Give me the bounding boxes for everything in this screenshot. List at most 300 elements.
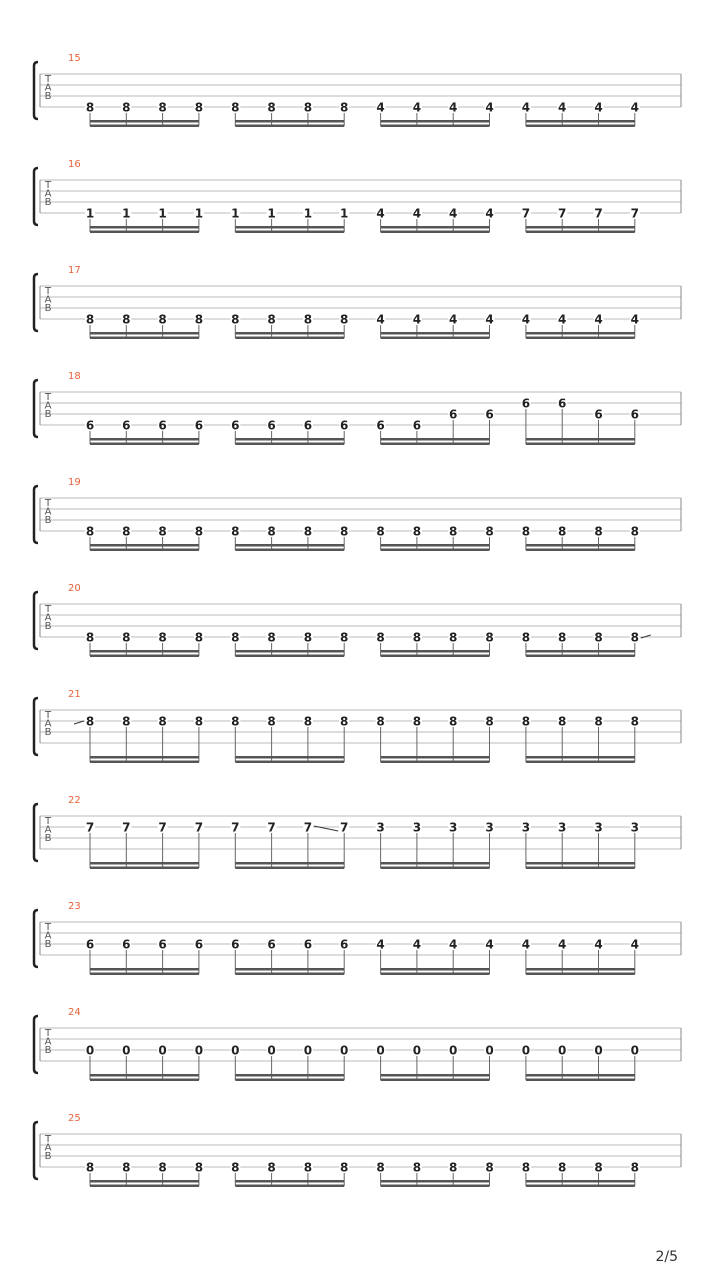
beam: [381, 968, 490, 971]
fret-number: 8: [558, 524, 567, 539]
beam: [235, 125, 344, 128]
tab-clef-letter: B: [44, 1151, 52, 1162]
tab-clef-letter: T: [44, 180, 52, 191]
fret-number: 8: [630, 524, 639, 539]
fret-number: 7: [231, 820, 240, 835]
beam: [235, 226, 344, 229]
tab-system: [34, 901, 681, 975]
beam: [526, 125, 635, 128]
fret-number: 4: [376, 937, 385, 952]
fret-number: 4: [412, 206, 422, 221]
fret-number: 3: [449, 820, 458, 835]
beam: [90, 125, 199, 128]
fret-number: 1: [267, 206, 276, 221]
fret-number: 4: [521, 100, 531, 115]
fret-number: 7: [521, 206, 531, 221]
tab-clef-letter: T: [44, 1028, 52, 1039]
fret-number: 7: [630, 206, 639, 221]
fret-number: 6: [231, 418, 240, 433]
fret-number: 8: [594, 524, 603, 539]
fret-number: 3: [630, 820, 639, 835]
system-bracket: [34, 804, 38, 861]
fret-number: 8: [158, 1160, 167, 1175]
tab-clef-letter: A: [44, 718, 52, 730]
system-bracket: [34, 168, 38, 225]
fret-number: 8: [485, 714, 494, 729]
fret-number: 8: [340, 714, 349, 729]
beam: [235, 968, 344, 971]
fret-number: 8: [122, 312, 131, 327]
beam: [235, 756, 344, 759]
fret-number: 8: [412, 1160, 422, 1175]
fret-number: 6: [267, 937, 276, 952]
beam: [235, 120, 344, 123]
beam: [235, 867, 344, 870]
fret-number: 3: [594, 820, 603, 835]
fret-number: 4: [376, 206, 385, 221]
fret-number: 6: [122, 418, 131, 433]
fret-number: 7: [158, 820, 167, 835]
fret-number: 3: [485, 820, 494, 835]
measure-number: 18: [68, 371, 81, 382]
beam: [90, 1074, 199, 1077]
beam: [381, 650, 490, 653]
fret-number: 8: [85, 524, 95, 539]
beam: [90, 544, 199, 547]
fret-number: 8: [158, 524, 167, 539]
beam: [235, 1079, 344, 1082]
fret-number: 8: [303, 100, 313, 115]
beam: [90, 549, 199, 552]
fret-number: 8: [449, 1160, 458, 1175]
fret-number: 0: [521, 1043, 531, 1058]
beam: [90, 867, 199, 870]
beam: [526, 968, 635, 971]
system-bracket: [34, 592, 38, 649]
beam: [381, 226, 490, 229]
fret-number: 4: [630, 312, 639, 327]
beam: [381, 867, 490, 870]
measure-number: 16: [68, 159, 81, 170]
fret-number: 4: [485, 206, 494, 221]
fret-number: 8: [558, 1160, 567, 1175]
tab-clef-letter: T: [44, 498, 52, 509]
beam: [381, 655, 490, 658]
beam: [526, 549, 635, 552]
fret-number: 8: [340, 1160, 349, 1175]
fret-number: 8: [594, 630, 603, 645]
beam: [526, 756, 635, 759]
measure-number: 19: [68, 477, 81, 488]
tab-system: [34, 159, 681, 233]
tab-clef-letter: A: [44, 188, 52, 200]
fret-number: 6: [158, 937, 167, 952]
fret-number: 8: [122, 630, 131, 645]
fret-number: 4: [521, 937, 531, 952]
fret-number: 8: [267, 312, 276, 327]
beam: [381, 120, 490, 123]
beam: [381, 544, 490, 547]
fret-number: 8: [340, 100, 349, 115]
beam: [381, 1180, 490, 1183]
beam: [381, 756, 490, 759]
system-bracket: [34, 1122, 38, 1179]
beam: [526, 337, 635, 340]
tab-clef-letter: T: [44, 74, 52, 85]
fret-number: 6: [85, 937, 95, 952]
tab-system: [34, 1007, 681, 1081]
fret-number: 8: [630, 1160, 639, 1175]
fret-number: 6: [630, 407, 639, 422]
system-bracket: [34, 274, 38, 331]
fret-number: 6: [594, 407, 603, 422]
fret-number: 4: [412, 937, 422, 952]
beam: [90, 655, 199, 658]
tab-clef-letter: A: [44, 294, 52, 306]
measure-number: 25: [68, 1113, 81, 1124]
fret-number: 7: [122, 820, 131, 835]
beam: [90, 332, 199, 335]
fret-number: 1: [85, 206, 95, 221]
tab-clef-letter: A: [44, 1142, 52, 1154]
fret-number: 7: [194, 820, 204, 835]
fret-number: 8: [267, 100, 276, 115]
fret-number: 6: [376, 418, 385, 433]
fret-number: 4: [594, 100, 603, 115]
beam: [90, 337, 199, 340]
tab-clef-letter: B: [44, 621, 52, 632]
system-bracket: [34, 62, 38, 119]
system-bracket: [34, 910, 38, 967]
tab-system: [34, 689, 681, 763]
fret-number: 8: [412, 714, 422, 729]
beam: [381, 761, 490, 764]
fret-number: 8: [340, 312, 349, 327]
fret-number: 4: [449, 206, 458, 221]
fret-number: 6: [303, 937, 313, 952]
beam: [235, 443, 344, 446]
beam: [381, 443, 490, 446]
fret-number: 8: [558, 714, 567, 729]
fret-number: 8: [194, 524, 204, 539]
fret-number: 8: [231, 100, 240, 115]
fret-number: 1: [158, 206, 167, 221]
beam: [90, 231, 199, 234]
fret-number: 8: [303, 524, 313, 539]
fret-number: 8: [267, 630, 276, 645]
fret-number: 7: [594, 206, 603, 221]
tab-clef-letter: T: [44, 922, 52, 933]
fret-number: 6: [558, 396, 567, 411]
tab-clef-letter: B: [44, 197, 52, 208]
beam: [381, 1079, 490, 1082]
fret-number: 0: [158, 1043, 167, 1058]
beam: [526, 862, 635, 865]
fret-number: 8: [630, 630, 639, 645]
beam: [235, 862, 344, 865]
beam: [526, 650, 635, 653]
fret-number: 0: [267, 1043, 276, 1058]
tab-clef-letter: A: [44, 612, 52, 624]
fret-number: 6: [267, 418, 276, 433]
fret-number: 1: [303, 206, 313, 221]
tab-clef-letter: T: [44, 816, 52, 827]
fret-number: 8: [194, 630, 204, 645]
beam: [235, 655, 344, 658]
fret-number: 7: [340, 820, 349, 835]
tab-clef-letter: T: [44, 1134, 52, 1145]
beam: [235, 1185, 344, 1188]
beam: [526, 332, 635, 335]
fret-number: 8: [412, 630, 422, 645]
beam: [90, 1079, 199, 1082]
tab-system: [34, 477, 681, 551]
fret-number: 8: [303, 1160, 313, 1175]
beam: [526, 867, 635, 870]
beam: [90, 968, 199, 971]
fret-number: 8: [158, 100, 167, 115]
tab-clef-letter: B: [44, 409, 52, 420]
fret-number: 8: [376, 524, 385, 539]
beam: [90, 862, 199, 865]
fret-number: 6: [231, 937, 240, 952]
fret-number: 8: [376, 630, 385, 645]
beam: [381, 1074, 490, 1077]
beam: [381, 231, 490, 234]
measure-number: 15: [68, 53, 81, 64]
beam: [381, 125, 490, 128]
fret-number: 4: [485, 312, 494, 327]
fret-number: 0: [412, 1043, 422, 1058]
beam: [90, 120, 199, 123]
tab-clef-letter: A: [44, 400, 52, 412]
fret-number: 8: [303, 312, 313, 327]
fret-number: 8: [449, 630, 458, 645]
tab-clef-letter: T: [44, 710, 52, 721]
beam: [235, 761, 344, 764]
beam: [90, 438, 199, 441]
fret-number: 6: [521, 396, 531, 411]
tab-system: [34, 1113, 681, 1187]
beam: [526, 1074, 635, 1077]
fret-number: 4: [558, 100, 567, 115]
fret-number: 8: [558, 630, 567, 645]
fret-number: 0: [303, 1043, 313, 1058]
fret-number: 4: [376, 312, 385, 327]
fret-number: 6: [449, 407, 458, 422]
fret-number: 8: [594, 714, 603, 729]
fret-number: 4: [449, 100, 458, 115]
fret-number: 8: [630, 714, 639, 729]
tab-clef-letter: B: [44, 833, 52, 844]
beam: [526, 438, 635, 441]
fret-number: 4: [485, 100, 494, 115]
measure-number: 22: [68, 795, 81, 806]
fret-number: 6: [122, 937, 131, 952]
fret-number: 8: [521, 1160, 531, 1175]
system-bracket: [34, 698, 38, 755]
fret-number: 8: [303, 714, 313, 729]
beam: [235, 337, 344, 340]
beam: [381, 337, 490, 340]
fret-number: 1: [231, 206, 240, 221]
fret-number: 8: [485, 1160, 494, 1175]
beam: [235, 332, 344, 335]
fret-number: 8: [194, 714, 204, 729]
fret-number: 0: [231, 1043, 240, 1058]
beam: [381, 862, 490, 865]
beam: [381, 973, 490, 976]
beam: [90, 756, 199, 759]
fret-number: 6: [85, 418, 95, 433]
fret-number: 7: [85, 820, 95, 835]
fret-number: 7: [303, 820, 313, 835]
measure-number: 21: [68, 689, 81, 700]
beam: [526, 1185, 635, 1188]
system-bracket: [34, 380, 38, 437]
fret-number: 0: [85, 1043, 95, 1058]
fret-number: 4: [558, 937, 567, 952]
beam: [235, 973, 344, 976]
fret-number: 7: [558, 206, 567, 221]
tab-clef-letter: T: [44, 392, 52, 403]
fret-number: 6: [485, 407, 494, 422]
fret-number: 0: [122, 1043, 131, 1058]
tab-system: [34, 795, 681, 869]
fret-number: 8: [267, 714, 276, 729]
fret-number: 3: [558, 820, 567, 835]
tab-system: [34, 583, 681, 657]
beam: [235, 1074, 344, 1077]
fret-number: 8: [521, 630, 531, 645]
fret-number: 4: [630, 937, 639, 952]
fret-number: 4: [376, 100, 385, 115]
fret-number: 8: [231, 714, 240, 729]
fret-number: 4: [412, 312, 422, 327]
tab-clef-letter: B: [44, 727, 52, 738]
fret-number: 4: [412, 100, 422, 115]
fret-number: 4: [594, 937, 603, 952]
tab-system: [34, 371, 681, 445]
fret-number: 0: [594, 1043, 603, 1058]
measure-number: 23: [68, 901, 81, 912]
fret-number: 8: [85, 312, 95, 327]
beam: [235, 650, 344, 653]
fret-number: 8: [85, 630, 95, 645]
fret-number: 8: [521, 714, 531, 729]
fret-number: 1: [122, 206, 131, 221]
fret-number: 3: [412, 820, 422, 835]
tab-clef-letter: B: [44, 303, 52, 314]
fret-number: 6: [194, 937, 204, 952]
fret-number: 8: [449, 524, 458, 539]
fret-number: 1: [340, 206, 349, 221]
fret-number: 4: [558, 312, 567, 327]
fret-number: 8: [231, 312, 240, 327]
fret-number: 8: [376, 714, 385, 729]
fret-number: 8: [85, 100, 95, 115]
beam: [526, 1180, 635, 1183]
fret-number: 4: [630, 100, 639, 115]
fret-number: 0: [485, 1043, 494, 1058]
fret-number: 3: [521, 820, 531, 835]
beam: [235, 1180, 344, 1183]
fret-number: 8: [85, 714, 95, 729]
tab-clef-letter: A: [44, 82, 52, 94]
fret-number: 1: [194, 206, 204, 221]
measure-number: 20: [68, 583, 81, 594]
tab-clef-letter: T: [44, 286, 52, 297]
fret-number: 0: [340, 1043, 349, 1058]
fret-number: 8: [231, 630, 240, 645]
fret-number: 8: [267, 1160, 276, 1175]
fret-number: 8: [340, 630, 349, 645]
fret-number: 8: [158, 630, 167, 645]
fret-number: 4: [485, 937, 494, 952]
beam: [526, 120, 635, 123]
beam: [526, 226, 635, 229]
beam: [235, 544, 344, 547]
beam: [235, 438, 344, 441]
beam: [90, 761, 199, 764]
fret-number: 8: [485, 630, 494, 645]
fret-number: 8: [267, 524, 276, 539]
tab-system: [34, 53, 681, 127]
fret-number: 8: [231, 1160, 240, 1175]
tab-clef-letter: B: [44, 1045, 52, 1056]
fret-number: 0: [194, 1043, 204, 1058]
fret-number: 6: [158, 418, 167, 433]
beam: [526, 1079, 635, 1082]
fret-number: 4: [521, 312, 531, 327]
fret-number: 0: [558, 1043, 567, 1058]
beam: [235, 231, 344, 234]
fret-number: 8: [340, 524, 349, 539]
fret-number: 8: [194, 100, 204, 115]
fret-number: 6: [194, 418, 204, 433]
fret-number: 8: [158, 714, 167, 729]
fret-number: 4: [449, 312, 458, 327]
beam: [526, 761, 635, 764]
fret-number: 3: [376, 820, 385, 835]
fret-number: 8: [158, 312, 167, 327]
tab-clef-letter: B: [44, 91, 52, 102]
beam: [526, 544, 635, 547]
beam: [90, 226, 199, 229]
beam: [90, 973, 199, 976]
fret-number: 4: [449, 937, 458, 952]
beam: [90, 1185, 199, 1188]
fret-number: 6: [303, 418, 313, 433]
tab-clef-letter: A: [44, 930, 52, 942]
fret-number: 0: [630, 1043, 639, 1058]
system-bracket: [34, 486, 38, 543]
tab-clef-letter: B: [44, 515, 52, 526]
fret-number: 8: [122, 714, 131, 729]
beam: [90, 1180, 199, 1183]
fret-number: 8: [122, 100, 131, 115]
fret-number: 8: [194, 312, 204, 327]
fret-number: 6: [412, 418, 422, 433]
beam: [90, 443, 199, 446]
fret-number: 8: [521, 524, 531, 539]
beam: [526, 973, 635, 976]
tab-clef-letter: A: [44, 1036, 52, 1048]
fret-number: 8: [231, 524, 240, 539]
beam: [235, 549, 344, 552]
beam: [381, 1185, 490, 1188]
tab-system: [34, 265, 681, 339]
